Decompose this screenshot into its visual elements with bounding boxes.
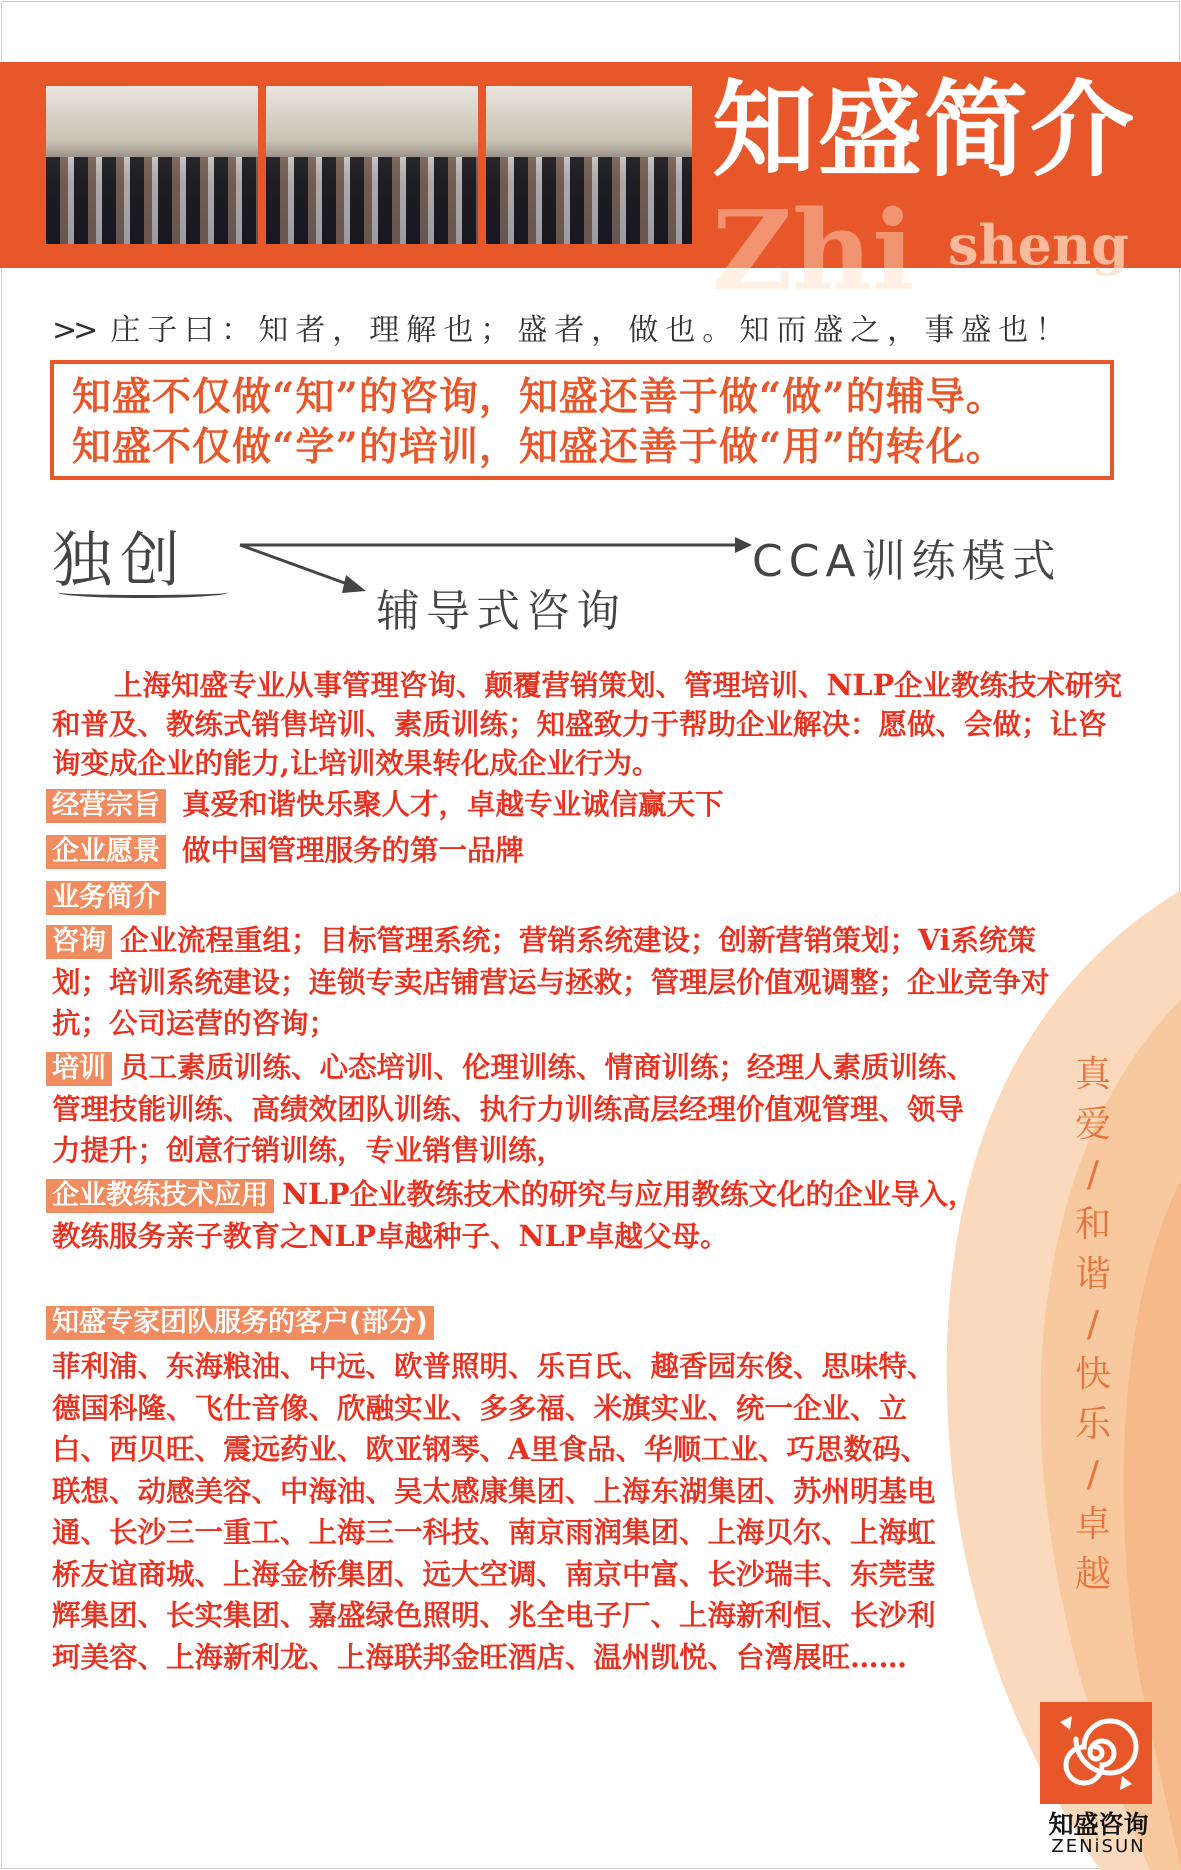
value-char: 爱 — [1074, 1104, 1111, 1145]
consulting-text: 企业流程重组；目标管理系统；营销系统建设；创新营销策划；Vi系统策划；培训系统建设；连锁专卖店铺营运与拯救；管理层价值观调整；企业竞争对抗；公司运营的咨询； — [52, 923, 1050, 1040]
clients-list: 菲利浦、东海粮油、中远、欧普照明、乐百氏、趣香园东俊、思味特、德国科隆、飞仕音像、欣融实业、多多福、米旗实业、统一企业、立白、西贝旺、震远药业、欧亚钢琴、A里食品、华顺工业、巧思数码、联想、动感美容、中海油、吴太感康集团、上海东湖集团、苏州明基电通、长沙三一重工、上海三一科技、南京雨润集团、上海贝尔、上海虹桥友谊商城、上海金桥集团、远大空调、南京中富、长沙瑞丰、东莞莹辉集团、长实集团、嘉盛绿色照明、兆全电子厂、上海新利恒、长沙利珂美容、上海新利龙、上海联邦金旺酒店、温州凯悦、台湾展旺…… — [52, 1349, 936, 1674]
watermark-zhi: Zhi — [712, 186, 915, 315]
zenisun-logo-icon — [1040, 1702, 1152, 1804]
training-section — [52, 1047, 992, 1172]
value-char: 乐 — [1074, 1404, 1111, 1445]
value-char: 快 — [1074, 1354, 1111, 1395]
logo-name: 知盛咨询 — [1048, 1810, 1149, 1839]
mission-row — [46, 785, 724, 824]
arrow-head-right-icon — [735, 537, 752, 553]
watermark-sheng: sheng — [948, 213, 1130, 277]
value-char: 卓 — [1074, 1504, 1111, 1545]
training-photo-3 — [486, 86, 692, 244]
core-values-vertical — [1073, 1050, 1113, 1600]
vision-tag: 企业愿景 — [46, 835, 166, 869]
training-photo-2 — [266, 86, 478, 244]
consulting-section — [52, 920, 1072, 1045]
slogan-box — [50, 360, 1114, 480]
double-chevron-icon: >> — [52, 313, 95, 348]
zhuangzi-quote — [52, 305, 1072, 349]
clients-tag: 知盛专家团队服务的客户(部分) — [46, 1306, 434, 1340]
slogan-line-2: 知盛不仅做“学”的培训，知盛还善于做“用”的转化。 — [72, 424, 1006, 470]
vision-text: 做中国管理服务的第一品牌 — [182, 833, 525, 867]
value-char: 真 — [1074, 1054, 1111, 1095]
cca-mode-label: CCA训练模式 — [752, 536, 1062, 587]
value-separator: / — [1086, 1304, 1100, 1345]
value-char: 谐 — [1074, 1254, 1111, 1295]
mission-tag: 经营宗旨 — [46, 789, 166, 823]
training-photo-1 — [46, 86, 258, 244]
page-title: 知盛简介 — [712, 69, 1137, 191]
value-separator: / — [1086, 1454, 1100, 1495]
arrow-head-down-icon — [342, 575, 366, 593]
coaching-text: NLP企业教练技术的研究与应用教练文化的企业导入，教练服务亲子教育之NLP卓越种子、NLP卓越父母。 — [52, 1177, 977, 1253]
coaching-tag: 企业教练技术应用 — [46, 1179, 274, 1213]
training-text: 员工素质训练、心态培训、伦理训练、情商训练；经理人素质训练、管理技能训练、高绩效团队训练、执行力训练高层经理价值观管理、领导力提升；创意行销训练，专业销售训练， — [52, 1050, 976, 1167]
slogan-line-1: 知盛不仅做“知”的咨询，知盛还善于做“做”的辅导。 — [72, 374, 1006, 420]
origin-label: 独创 — [52, 526, 188, 596]
logo-english: ZENiSUN — [1051, 1836, 1146, 1857]
clients-header — [46, 1302, 450, 1341]
business-row — [46, 877, 182, 916]
business-tag: 业务简介 — [46, 881, 166, 915]
innovation-mode-diagram — [0, 505, 1181, 635]
quote-text: 庄子曰：知者，理解也；盛者，做也。知而盛之，事盛也！ — [110, 313, 1073, 348]
company-intro: 上海知盛专业从事管理咨询、颠覆营销策划、管理培训、NLP企业教练技术研究和普及、教练式销售培训、素质训练；知盛致力于帮助企业解决：愿做、会做；让咨询变成企业的能力,让培训效果转化成企业行为。 — [52, 668, 1123, 780]
value-char: 越 — [1074, 1554, 1111, 1595]
consulting-tag: 咨询 — [46, 925, 112, 959]
coaching-section — [52, 1174, 992, 1257]
mission-text: 真爱和谐快乐聚人才，卓越专业诚信赢天下 — [182, 787, 724, 821]
value-char: 和 — [1074, 1204, 1111, 1245]
training-tag: 培训 — [46, 1052, 112, 1086]
value-separator: / — [1086, 1154, 1100, 1195]
vision-row — [46, 831, 524, 870]
coaching-consulting-label: 辅导式咨询 — [376, 586, 626, 637]
